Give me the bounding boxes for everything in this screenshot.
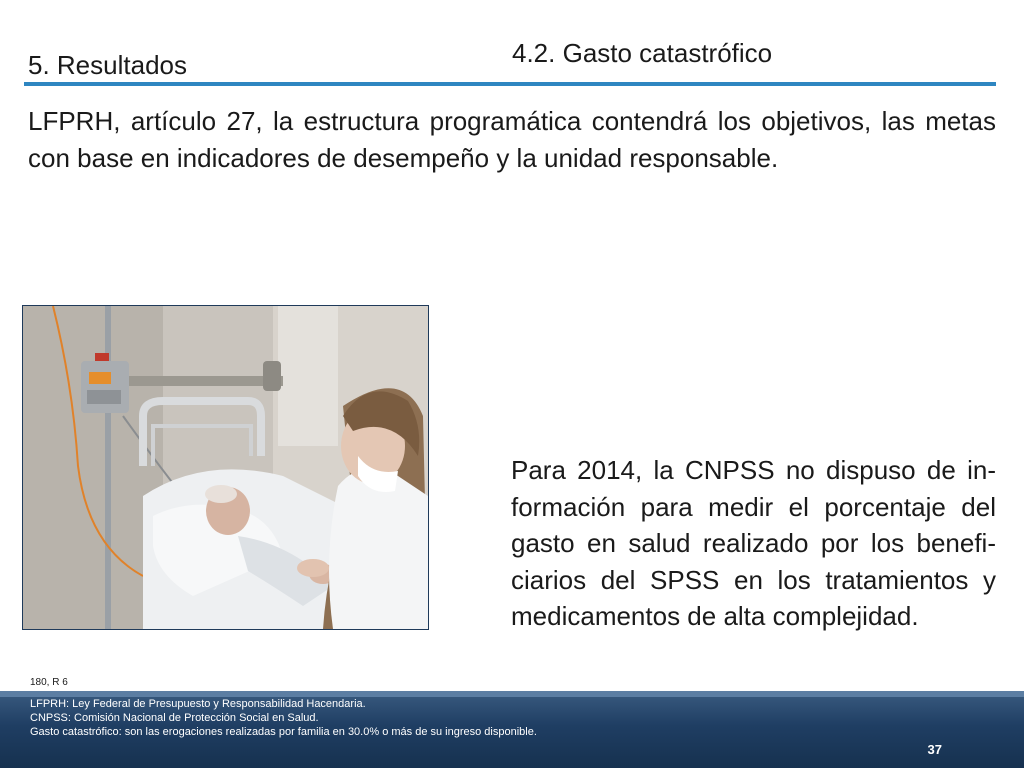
reference-code: 180, R 6 <box>30 677 68 688</box>
title-rule <box>24 82 996 86</box>
page-number: 37 <box>927 742 942 757</box>
hospital-photo <box>22 305 429 630</box>
footnote-lfprh: LFPRH: Ley Federal de Presupuesto y Responsabilidad Hacendaria. <box>30 698 366 710</box>
footnote-cnpss: CNPSS: Comisión Nacional de Protección Social en Salud. <box>30 712 319 724</box>
finding-paragraph: Para 2014, la CNPSS no dispuso de información para medir el porcentaje del gasto en salud realizado por los beneficiarios del SPSS en los tratamientos y medicamentos de alta complejidad. <box>511 455 996 631</box>
intro-paragraph: LFPRH, artículo 27, la estructura programática contendrá los objetivos, las metas con base en indicadores de desempeño y la unidad responsable. <box>28 106 996 173</box>
subsection-title: 4.2. Gasto catastrófico <box>512 38 773 68</box>
hospital-patient-icon <box>23 306 428 629</box>
footnotes <box>30 697 930 739</box>
footnote-gasto-catastrofico: Gasto catastrófico: son las erogaciones realizadas por familia en 30.0% o más de su ingreso disponible. <box>30 726 537 738</box>
section-title: 5. Resultados <box>28 50 187 80</box>
